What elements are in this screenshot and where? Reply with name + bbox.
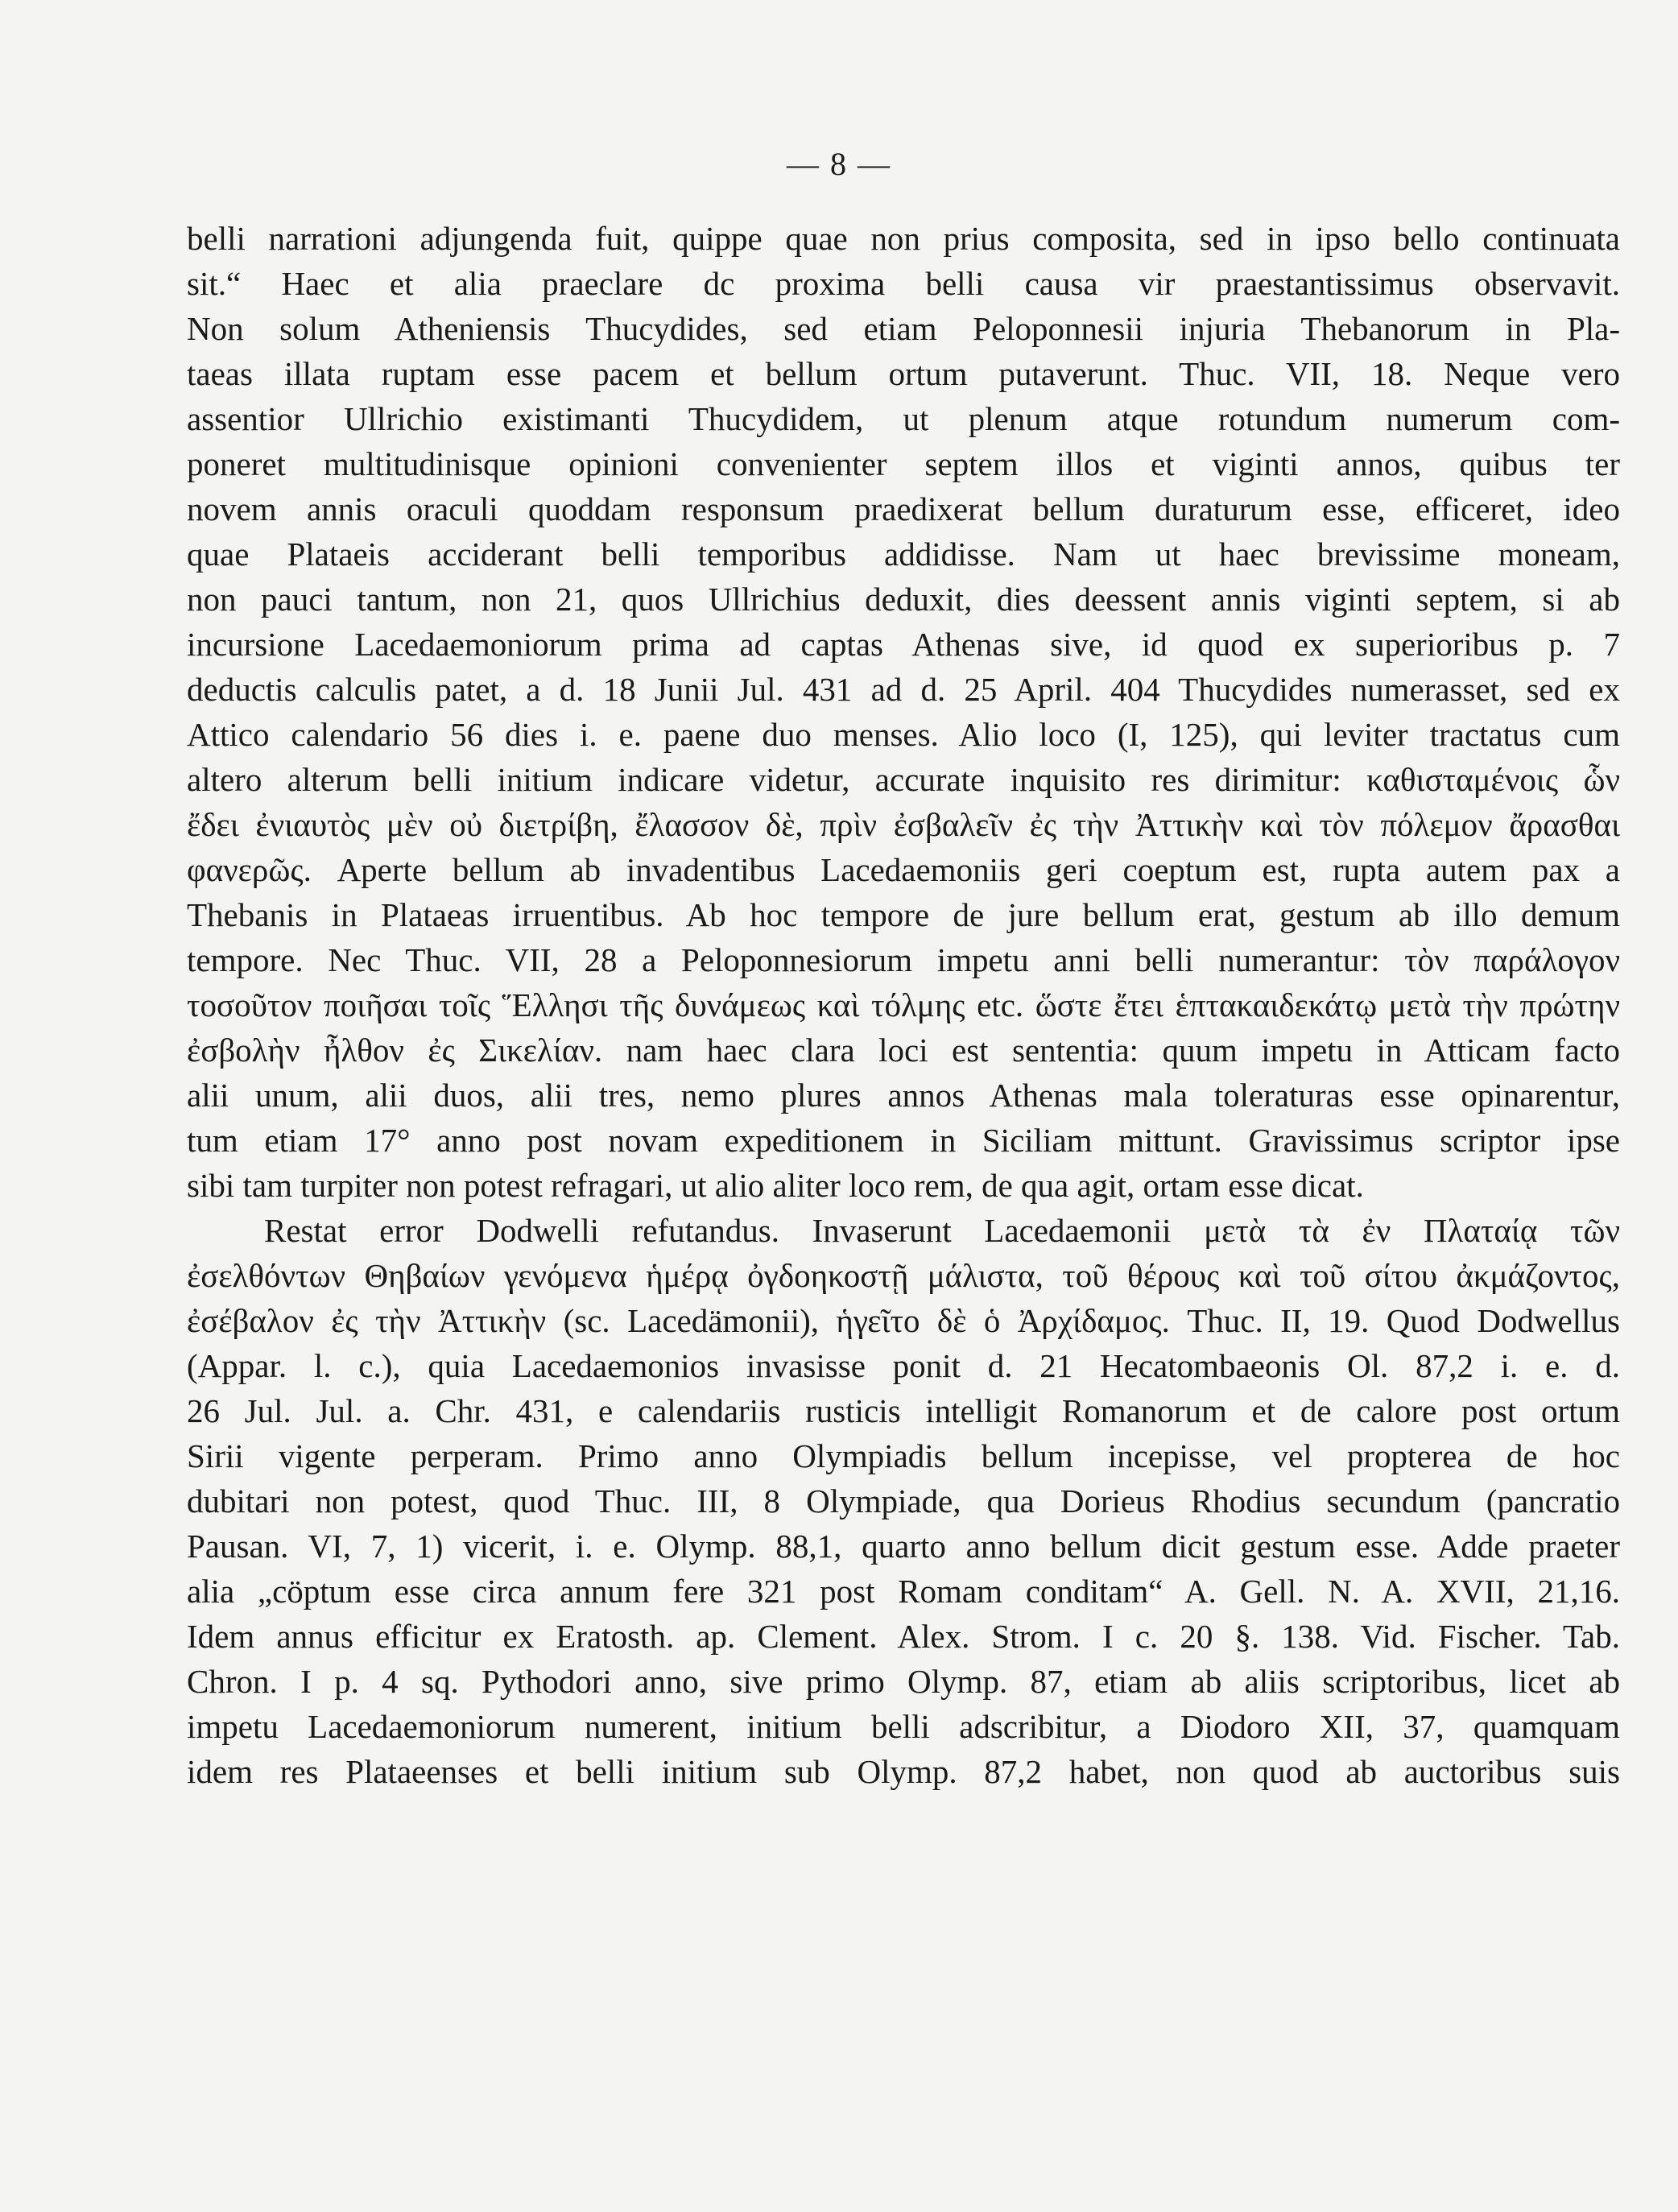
text-line: alia „cöptum esse circa annum fere 321 post Romam conditam“ A. Gell. N. A. XVII, 21,16. [187, 1573, 1620, 1610]
text-line: novem annis oraculi quoddam responsum praedixerat bellum duraturum esse, efficeret, ideo [187, 490, 1620, 527]
text-line: incursione Lacedaemoniorum prima ad captas Athenas sive, id quod ex superioribus p. 7 [187, 626, 1620, 663]
text-line: φανερῶς. Aperte bellum ab invadentibus Lacedaemoniis geri coeptum est, rupta autem pax a [187, 851, 1620, 888]
text-line: altero alterum belli initium indicare videtur, accurate inquisito res dirimitur: καθισταμένοις ὧν [187, 761, 1620, 798]
text-line: 26 Jul. Jul. a. Chr. 431, e calendariis rusticis intelligit Romanorum et de calore post ortum [187, 1392, 1620, 1429]
text-line: Non solum Atheniensis Thucydides, sed etiam Peloponnesii injuria Thebanorum in Pla- [187, 310, 1620, 347]
text-line: tum etiam 17° anno post novam expeditionem in Siciliam mittunt. Gravissimus scriptor ipse [187, 1122, 1620, 1159]
text-line: ἐσέβαλον ἐς τὴν Ἀττικὴν (sc. Lacedämonii), ἡγεῖτο δὲ ὁ Ἀρχίδαμος. Thuc. II, 19. Quod Dodwellus [187, 1302, 1620, 1339]
text-line: ἐσβολὴν ἦλθον ἐς Σικελίαν. nam haec clara loci est sententia: quum impetu in Atticam facto [187, 1032, 1620, 1069]
text-line: idem res Plataeenses et belli initium sub Olymp. 87,2 habet, non quod ab auctoribus suis [187, 1753, 1620, 1790]
paragraph-start-line: Restat error Dodwelli refutandus. Invaserunt Lacedaemonii μετὰ τὰ ἐν Πλαταίᾳ τῶν [264, 1212, 1620, 1249]
text-line: impetu Lacedaemoniorum numerent, initium belli adscribitur, a Diodoro XII, 37, quamquam [187, 1708, 1620, 1745]
text-line: tempore. Nec Thuc. VII, 28 a Peloponnesiorum impetu anni belli numerantur: τὸν παράλογον [187, 941, 1620, 978]
text-line: deductis calculis patet, a d. 18 Junii Jul. 431 ad d. 25 April. 404 Thucydides numerasset, sed ex [187, 671, 1620, 708]
text-line: Thebanis in Plataeas irruentibus. Ab hoc tempore de jure bellum erat, gestum ab illo demum [187, 896, 1620, 933]
text-line: (Appar. l. c.), quia Lacedaemonios invasisse ponit d. 21 Hecatombaeonis Ol. 87,2 i. e. d. [187, 1347, 1620, 1384]
text-line: belli narrationi adjungenda fuit, quippe quae non prius composita, sed in ipso bello continuata [187, 220, 1620, 257]
text-line: poneret multitudinisque opinioni convenienter septem illos et viginti annos, quibus ter [187, 445, 1620, 482]
body-text [187, 216, 1620, 1794]
text-line: sibi tam turpiter non potest refragari, ut alio aliter loco rem, de qua agit, ortam esse dicat. [187, 1167, 1364, 1204]
page-number: — 8 — [787, 146, 891, 182]
text-line: quae Plataeis acciderant belli temporibus addidisse. Nam ut haec brevissime moneam, [187, 535, 1620, 573]
text-line: assentior Ullrichio existimanti Thucydidem, ut plenum atque rotundum numerum com- [187, 400, 1620, 437]
text-line: τοσοῦτον ποιῆσαι τοῖς Ἕλλησι τῆς δυνάμεως καὶ τόλμης etc. ὥστε ἔτει ἑπτακαιδεκάτῳ μετὰ τὴν πρώτην [187, 986, 1620, 1023]
text-line: taeas illata ruptam esse pacem et bellum ortum putaverunt. Thuc. VII, 18. Neque vero [187, 355, 1620, 392]
text-line: Pausan. VI, 7, 1) vicerit, i. e. Olymp. 88,1, quarto anno bellum dicit gestum esse. Adde praeter [187, 1528, 1620, 1565]
text-line: Chron. I p. 4 sq. Pythodori anno, sive primo Olymp. 87, etiam ab aliis scriptoribus, licet ab [187, 1663, 1620, 1700]
text-line: Sirii vigente perperam. Primo anno Olympiadis bellum incepisse, vel propterea de hoc [187, 1437, 1620, 1474]
text-line: Attico calendario 56 dies i. e. paene duo menses. Alio loco (I, 125), qui leviter tractatus cum [187, 716, 1620, 753]
text-line: non pauci tantum, non 21, quos Ullrichius deduxit, dies deessent annis viginti septem, si ab [187, 581, 1620, 618]
text-line: ἐσελθόντων Θηβαίων γενόμενα ἡμέρᾳ ὀγδοηκοστῇ μάλιστα, τοῦ θέρους καὶ τοῦ σίτου ἀκμάζοντος, [187, 1257, 1620, 1294]
text-line: dubitari non potest, quod Thuc. III, 8 Olympiade, qua Dorieus Rhodius secundum (pancratio [187, 1482, 1620, 1519]
text-line: ἔδει ἐνιαυτὸς μὲν οὐ διετρίβη, ἔλασσον δὲ, πρὶν ἐσβαλεῖν ἐς τὴν Ἀττικὴν καὶ τὸν πόλεμον ἄρασθαι [187, 806, 1620, 843]
text-line: alii unum, alii duos, alii tres, nemo plures annos Athenas mala toleraturas esse opinarentur, [187, 1077, 1620, 1114]
text-line: Idem annus efficitur ex Eratosth. ap. Clement. Alex. Strom. I c. 20 §. 138. Vid. Fischer. Tab. [187, 1618, 1620, 1655]
text-line: sit.“ Haec et alia praeclare dc proxima belli causa vir praestantissimus observavit. [187, 265, 1620, 302]
